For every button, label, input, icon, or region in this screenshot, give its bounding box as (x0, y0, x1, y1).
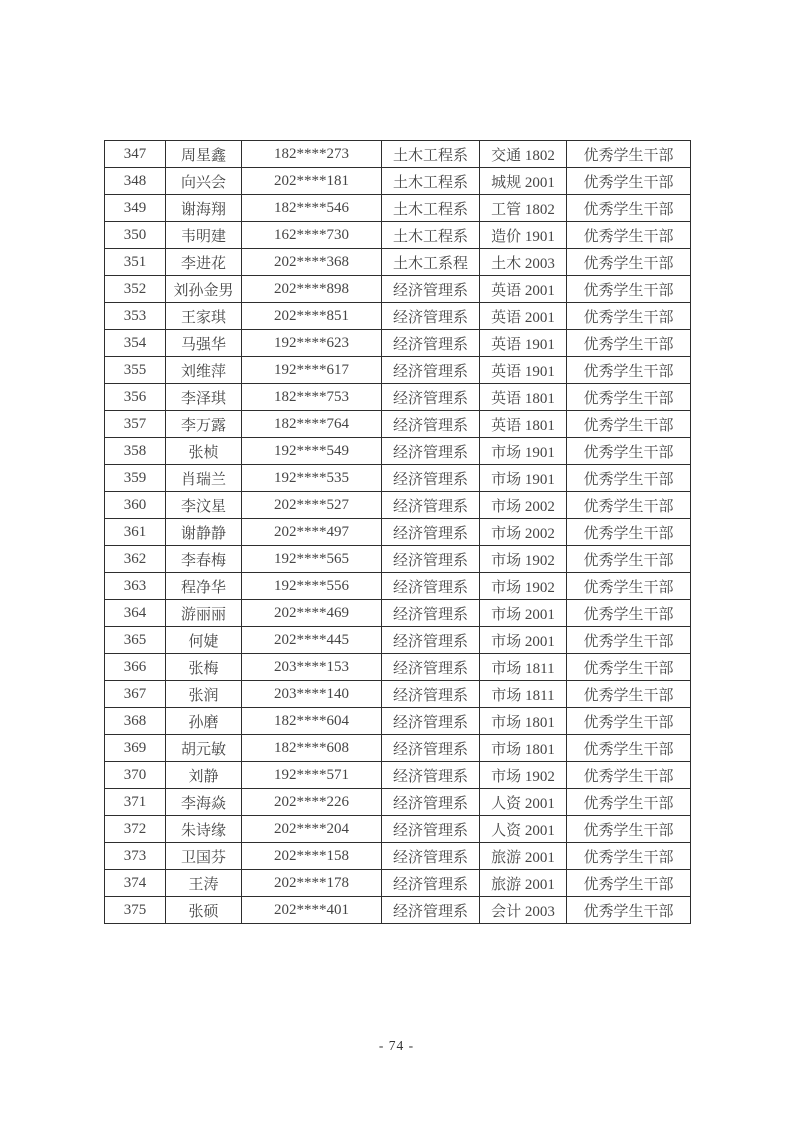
cell-name: 卫国芬 (166, 843, 242, 870)
cell-name: 李汶星 (166, 492, 242, 519)
cell-student-id: 203****153 (242, 654, 382, 681)
cell-department: 土木工程系 (382, 222, 480, 249)
cell-award: 优秀学生干部 (567, 627, 691, 654)
cell-index: 367 (105, 681, 166, 708)
cell-award: 优秀学生干部 (567, 195, 691, 222)
cell-award: 优秀学生干部 (567, 789, 691, 816)
cell-award: 优秀学生干部 (567, 735, 691, 762)
cell-department: 经济管理系 (382, 411, 480, 438)
cell-name: 李进花 (166, 249, 242, 276)
cell-index: 360 (105, 492, 166, 519)
cell-student-id: 182****764 (242, 411, 382, 438)
cell-class: 市场 1801 (480, 735, 567, 762)
cell-index: 354 (105, 330, 166, 357)
table-row (105, 357, 691, 384)
cell-award: 优秀学生干部 (567, 519, 691, 546)
cell-department: 经济管理系 (382, 735, 480, 762)
table-row (105, 816, 691, 843)
cell-class: 英语 1901 (480, 330, 567, 357)
cell-index: 356 (105, 384, 166, 411)
cell-name: 李海焱 (166, 789, 242, 816)
cell-award: 优秀学生干部 (567, 222, 691, 249)
cell-department: 经济管理系 (382, 654, 480, 681)
cell-name: 何婕 (166, 627, 242, 654)
cell-department: 经济管理系 (382, 519, 480, 546)
cell-name: 李春梅 (166, 546, 242, 573)
cell-student-id: 202****851 (242, 303, 382, 330)
cell-student-id: 202****445 (242, 627, 382, 654)
cell-department: 经济管理系 (382, 546, 480, 573)
table-row (105, 546, 691, 573)
cell-index: 353 (105, 303, 166, 330)
table-row (105, 735, 691, 762)
cell-class: 市场 1901 (480, 438, 567, 465)
cell-award: 优秀学生干部 (567, 168, 691, 195)
cell-index: 368 (105, 708, 166, 735)
cell-name: 孙磨 (166, 708, 242, 735)
cell-student-id: 192****535 (242, 465, 382, 492)
cell-award: 优秀学生干部 (567, 330, 691, 357)
table-row (105, 573, 691, 600)
cell-award: 优秀学生干部 (567, 843, 691, 870)
cell-award: 优秀学生干部 (567, 411, 691, 438)
cell-name: 向兴会 (166, 168, 242, 195)
table-row (105, 897, 691, 924)
student-award-table (104, 140, 691, 924)
cell-index: 364 (105, 600, 166, 627)
cell-class: 土木 2003 (480, 249, 567, 276)
table-row (105, 411, 691, 438)
cell-student-id: 182****273 (242, 141, 382, 168)
cell-student-id: 192****623 (242, 330, 382, 357)
cell-department: 经济管理系 (382, 600, 480, 627)
cell-index: 349 (105, 195, 166, 222)
cell-department: 经济管理系 (382, 708, 480, 735)
cell-class: 英语 1901 (480, 357, 567, 384)
cell-award: 优秀学生干部 (567, 654, 691, 681)
table-row (105, 762, 691, 789)
cell-index: 358 (105, 438, 166, 465)
cell-award: 优秀学生干部 (567, 681, 691, 708)
table-row (105, 681, 691, 708)
cell-award: 优秀学生干部 (567, 303, 691, 330)
table-row (105, 492, 691, 519)
cell-class: 市场 1902 (480, 762, 567, 789)
table-row (105, 465, 691, 492)
cell-department: 土木工程系 (382, 168, 480, 195)
cell-award: 优秀学生干部 (567, 762, 691, 789)
cell-index: 372 (105, 816, 166, 843)
cell-department: 经济管理系 (382, 870, 480, 897)
cell-award: 优秀学生干部 (567, 384, 691, 411)
cell-award: 优秀学生干部 (567, 897, 691, 924)
cell-index: 361 (105, 519, 166, 546)
table-row (105, 249, 691, 276)
cell-class: 造价 1901 (480, 222, 567, 249)
cell-index: 369 (105, 735, 166, 762)
cell-class: 英语 1801 (480, 411, 567, 438)
cell-class: 英语 2001 (480, 303, 567, 330)
cell-department: 经济管理系 (382, 492, 480, 519)
cell-student-id: 202****368 (242, 249, 382, 276)
cell-class: 市场 1902 (480, 573, 567, 600)
cell-student-id: 202****181 (242, 168, 382, 195)
cell-department: 经济管理系 (382, 681, 480, 708)
cell-index: 351 (105, 249, 166, 276)
table-row (105, 654, 691, 681)
cell-award: 优秀学生干部 (567, 141, 691, 168)
cell-student-id: 182****604 (242, 708, 382, 735)
cell-student-id: 202****469 (242, 600, 382, 627)
cell-index: 374 (105, 870, 166, 897)
cell-index: 359 (105, 465, 166, 492)
cell-name: 韦明建 (166, 222, 242, 249)
cell-name: 张润 (166, 681, 242, 708)
table-row (105, 195, 691, 222)
cell-award: 优秀学生干部 (567, 573, 691, 600)
cell-department: 经济管理系 (382, 627, 480, 654)
cell-name: 李万露 (166, 411, 242, 438)
cell-student-id: 192****556 (242, 573, 382, 600)
cell-student-id: 192****571 (242, 762, 382, 789)
cell-class: 城规 2001 (480, 168, 567, 195)
cell-class: 英语 1801 (480, 384, 567, 411)
cell-name: 张桢 (166, 438, 242, 465)
table-row (105, 627, 691, 654)
cell-index: 357 (105, 411, 166, 438)
cell-student-id: 192****617 (242, 357, 382, 384)
table-row (105, 303, 691, 330)
cell-class: 旅游 2001 (480, 870, 567, 897)
cell-department: 土木工程系 (382, 195, 480, 222)
cell-class: 英语 2001 (480, 276, 567, 303)
cell-class: 市场 2002 (480, 492, 567, 519)
cell-class: 市场 1801 (480, 708, 567, 735)
table-row (105, 789, 691, 816)
cell-class: 人资 2001 (480, 816, 567, 843)
cell-index: 370 (105, 762, 166, 789)
cell-index: 348 (105, 168, 166, 195)
cell-class: 市场 2001 (480, 600, 567, 627)
cell-name: 程净华 (166, 573, 242, 600)
cell-student-id: 202****226 (242, 789, 382, 816)
cell-student-id: 192****565 (242, 546, 382, 573)
cell-index: 366 (105, 654, 166, 681)
table-row (105, 276, 691, 303)
cell-class: 旅游 2001 (480, 843, 567, 870)
cell-class: 市场 2001 (480, 627, 567, 654)
cell-name: 谢静静 (166, 519, 242, 546)
cell-class: 交通 1802 (480, 141, 567, 168)
cell-index: 350 (105, 222, 166, 249)
cell-award: 优秀学生干部 (567, 438, 691, 465)
table-row (105, 600, 691, 627)
cell-student-id: 182****608 (242, 735, 382, 762)
cell-name: 张硕 (166, 897, 242, 924)
cell-student-id: 202****158 (242, 843, 382, 870)
cell-award: 优秀学生干部 (567, 249, 691, 276)
cell-department: 经济管理系 (382, 303, 480, 330)
cell-student-id: 203****140 (242, 681, 382, 708)
table-row (105, 168, 691, 195)
cell-student-id: 182****753 (242, 384, 382, 411)
cell-student-id: 202****527 (242, 492, 382, 519)
cell-name: 刘孙金男 (166, 276, 242, 303)
cell-award: 优秀学生干部 (567, 357, 691, 384)
cell-award: 优秀学生干部 (567, 708, 691, 735)
table-row (105, 222, 691, 249)
cell-class: 市场 1901 (480, 465, 567, 492)
cell-index: 352 (105, 276, 166, 303)
cell-class: 市场 1811 (480, 681, 567, 708)
cell-index: 355 (105, 357, 166, 384)
cell-award: 优秀学生干部 (567, 816, 691, 843)
cell-name: 游丽丽 (166, 600, 242, 627)
cell-index: 365 (105, 627, 166, 654)
cell-student-id: 202****497 (242, 519, 382, 546)
cell-name: 周星鑫 (166, 141, 242, 168)
cell-name: 张梅 (166, 654, 242, 681)
cell-student-id: 162****730 (242, 222, 382, 249)
page-number: - 74 - (378, 1038, 415, 1053)
cell-department: 土木工程系 (382, 141, 480, 168)
cell-department: 经济管理系 (382, 843, 480, 870)
cell-award: 优秀学生干部 (567, 492, 691, 519)
table-row (105, 438, 691, 465)
cell-award: 优秀学生干部 (567, 276, 691, 303)
cell-department: 经济管理系 (382, 330, 480, 357)
cell-index: 375 (105, 897, 166, 924)
cell-index: 371 (105, 789, 166, 816)
cell-department: 经济管理系 (382, 573, 480, 600)
cell-class: 人资 2001 (480, 789, 567, 816)
table-row (105, 384, 691, 411)
cell-department: 经济管理系 (382, 897, 480, 924)
cell-name: 马强华 (166, 330, 242, 357)
table-row (105, 843, 691, 870)
cell-name: 谢海翔 (166, 195, 242, 222)
cell-name: 胡元敏 (166, 735, 242, 762)
cell-name: 李泽琪 (166, 384, 242, 411)
cell-department: 经济管理系 (382, 384, 480, 411)
table-row (105, 708, 691, 735)
cell-award: 优秀学生干部 (567, 870, 691, 897)
cell-name: 朱诗缘 (166, 816, 242, 843)
cell-department: 经济管理系 (382, 438, 480, 465)
cell-department: 经济管理系 (382, 276, 480, 303)
cell-name: 刘维萍 (166, 357, 242, 384)
table-row (105, 141, 691, 168)
cell-index: 363 (105, 573, 166, 600)
cell-index: 373 (105, 843, 166, 870)
cell-award: 优秀学生干部 (567, 546, 691, 573)
cell-student-id: 202****204 (242, 816, 382, 843)
cell-award: 优秀学生干部 (567, 465, 691, 492)
table-body (105, 141, 691, 924)
cell-student-id: 202****401 (242, 897, 382, 924)
cell-class: 工管 1802 (480, 195, 567, 222)
cell-class: 会计 2003 (480, 897, 567, 924)
cell-class: 市场 2002 (480, 519, 567, 546)
cell-department: 经济管理系 (382, 789, 480, 816)
cell-index: 347 (105, 141, 166, 168)
table-row (105, 330, 691, 357)
cell-department: 经济管理系 (382, 465, 480, 492)
cell-student-id: 182****546 (242, 195, 382, 222)
cell-name: 肖瑞兰 (166, 465, 242, 492)
cell-award: 优秀学生干部 (567, 600, 691, 627)
cell-department: 经济管理系 (382, 816, 480, 843)
cell-student-id: 202****178 (242, 870, 382, 897)
cell-name: 刘静 (166, 762, 242, 789)
cell-index: 362 (105, 546, 166, 573)
cell-class: 市场 1811 (480, 654, 567, 681)
cell-department: 经济管理系 (382, 762, 480, 789)
cell-student-id: 202****898 (242, 276, 382, 303)
cell-student-id: 192****549 (242, 438, 382, 465)
cell-department: 经济管理系 (382, 357, 480, 384)
cell-name: 王家琪 (166, 303, 242, 330)
table-row (105, 870, 691, 897)
cell-department: 土木工系程 (382, 249, 480, 276)
table-row (105, 519, 691, 546)
cell-class: 市场 1902 (480, 546, 567, 573)
cell-name: 王涛 (166, 870, 242, 897)
